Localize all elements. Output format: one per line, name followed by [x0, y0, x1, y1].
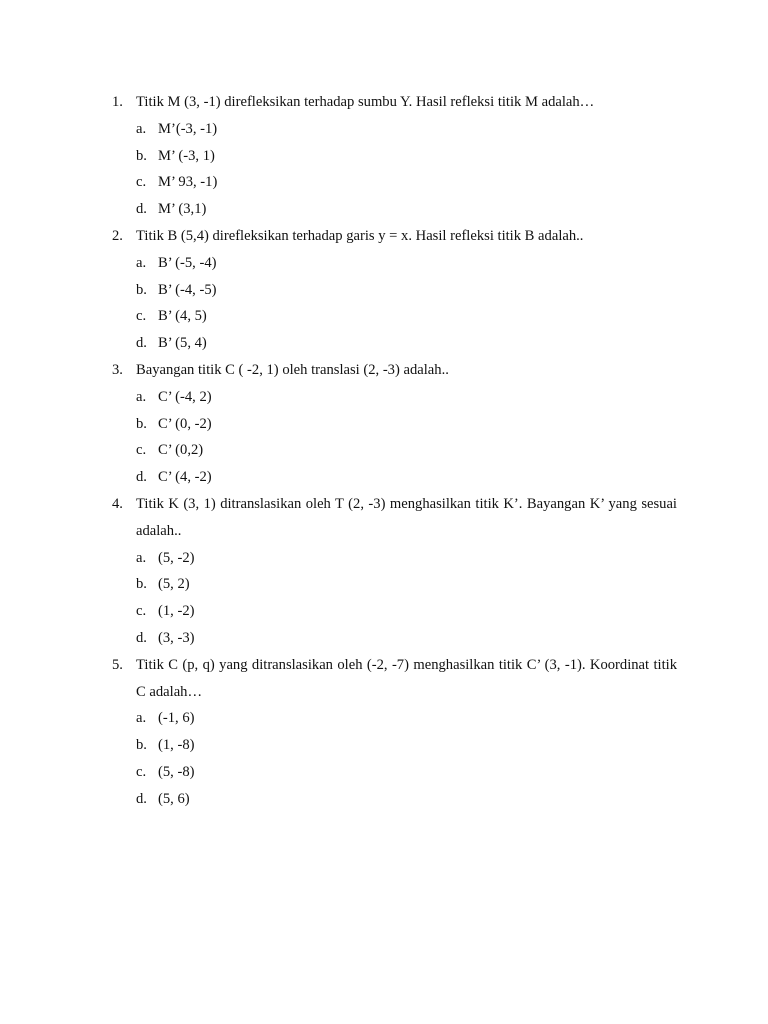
- question-prompt: [112, 89, 677, 116]
- option-item: [112, 330, 677, 357]
- question-item: [112, 223, 677, 357]
- question-item: [112, 652, 677, 813]
- option-letter: d.: [136, 335, 147, 352]
- question-item: [112, 89, 677, 223]
- question-text: Bayangan titik C ( -2, 1) oleh translasi (2, -3) adalah..: [136, 361, 449, 378]
- option-item: [112, 545, 677, 572]
- option-text: M’ 93, -1): [158, 174, 218, 191]
- option-item: [112, 625, 677, 652]
- option-letter: d.: [136, 629, 147, 646]
- option-letter: b.: [136, 147, 147, 164]
- option-letter: a.: [136, 549, 147, 566]
- option-letter: a.: [136, 710, 147, 727]
- question-prompt: [112, 652, 677, 706]
- option-text: M’ (-3, 1): [158, 147, 215, 164]
- option-item: [112, 196, 677, 223]
- option-item: [112, 759, 677, 786]
- option-list: [112, 705, 677, 812]
- option-item: [112, 250, 677, 277]
- question-text: Titik M (3, -1) direfleksikan terhadap sumbu Y. Hasil refleksi titik M adalah…: [136, 94, 595, 110]
- option-text: M’(-3, -1): [158, 120, 218, 137]
- option-letter: a.: [136, 120, 147, 137]
- question-number: 3.: [112, 361, 123, 378]
- question-text: Titik B (5,4) direfleksikan terhadap garis y = x. Hasil refleksi titik B adalah..: [136, 227, 584, 244]
- option-item: [112, 303, 677, 330]
- option-item: [112, 732, 677, 759]
- option-list: [112, 384, 677, 491]
- option-letter: a.: [136, 388, 147, 405]
- option-text: (5, 6): [158, 790, 190, 807]
- option-text: (3, -3): [158, 629, 195, 646]
- option-item: [112, 116, 677, 143]
- option-letter: b.: [136, 281, 147, 298]
- option-list: [112, 250, 677, 357]
- option-text: C’ (0, -2): [158, 415, 212, 432]
- option-letter: d.: [136, 469, 147, 486]
- option-letter: c.: [136, 763, 147, 780]
- question-item: [112, 491, 677, 652]
- question-prompt: [112, 491, 677, 545]
- question-text: Titik K (3, 1) ditranslasikan oleh T (2, -3) menghasilkan titik K’. Bayangan K’ yang sesuai adalah..: [136, 495, 677, 539]
- question-number: 4.: [112, 495, 123, 512]
- question-prompt: [112, 357, 677, 384]
- option-letter: b.: [136, 737, 147, 754]
- option-text: (5, 2): [158, 576, 190, 593]
- option-text: C’ (4, -2): [158, 469, 212, 486]
- option-text: (-1, 6): [158, 710, 195, 727]
- option-letter: b.: [136, 415, 147, 432]
- option-list: [112, 116, 677, 223]
- option-text: C’ (0,2): [158, 442, 204, 459]
- question-number: 2.: [112, 227, 123, 244]
- option-text: B’ (4, 5): [158, 308, 207, 325]
- option-item: [112, 277, 677, 304]
- option-item: [112, 384, 677, 411]
- option-item: [112, 786, 677, 813]
- option-text: B’ (-4, -5): [158, 281, 217, 298]
- option-item: [112, 464, 677, 491]
- option-letter: d.: [136, 201, 147, 218]
- question-number: 5.: [112, 656, 123, 673]
- option-letter: c.: [136, 174, 147, 191]
- option-text: C’ (-4, 2): [158, 388, 212, 405]
- option-letter: b.: [136, 576, 147, 593]
- question-list: [112, 89, 677, 813]
- option-letter: d.: [136, 790, 147, 807]
- question-item: [112, 357, 677, 491]
- option-list: [112, 545, 677, 652]
- option-text: (1, -8): [158, 737, 195, 754]
- option-letter: c.: [136, 308, 147, 325]
- option-item: [112, 411, 677, 438]
- option-text: (1, -2): [158, 603, 195, 620]
- option-letter: c.: [136, 442, 147, 459]
- option-text: (5, -8): [158, 763, 195, 780]
- question-prompt: [112, 223, 677, 250]
- option-item: [112, 143, 677, 170]
- question-text: Titik C (p, q) yang ditranslasikan oleh (-2, -7) menghasilkan titik C’ (3, -1). Koordinat titik C adalah…: [136, 656, 677, 700]
- option-item: [112, 437, 677, 464]
- option-text: B’ (5, 4): [158, 335, 207, 352]
- option-letter: c.: [136, 603, 147, 620]
- option-item: [112, 705, 677, 732]
- option-item: [112, 598, 677, 625]
- option-item: [112, 571, 677, 598]
- option-text: M’ (3,1): [158, 201, 207, 218]
- option-item: [112, 169, 677, 196]
- option-text: (5, -2): [158, 549, 195, 566]
- option-letter: a.: [136, 254, 147, 271]
- question-number: 1.: [112, 94, 123, 110]
- option-text: B’ (-5, -4): [158, 254, 217, 271]
